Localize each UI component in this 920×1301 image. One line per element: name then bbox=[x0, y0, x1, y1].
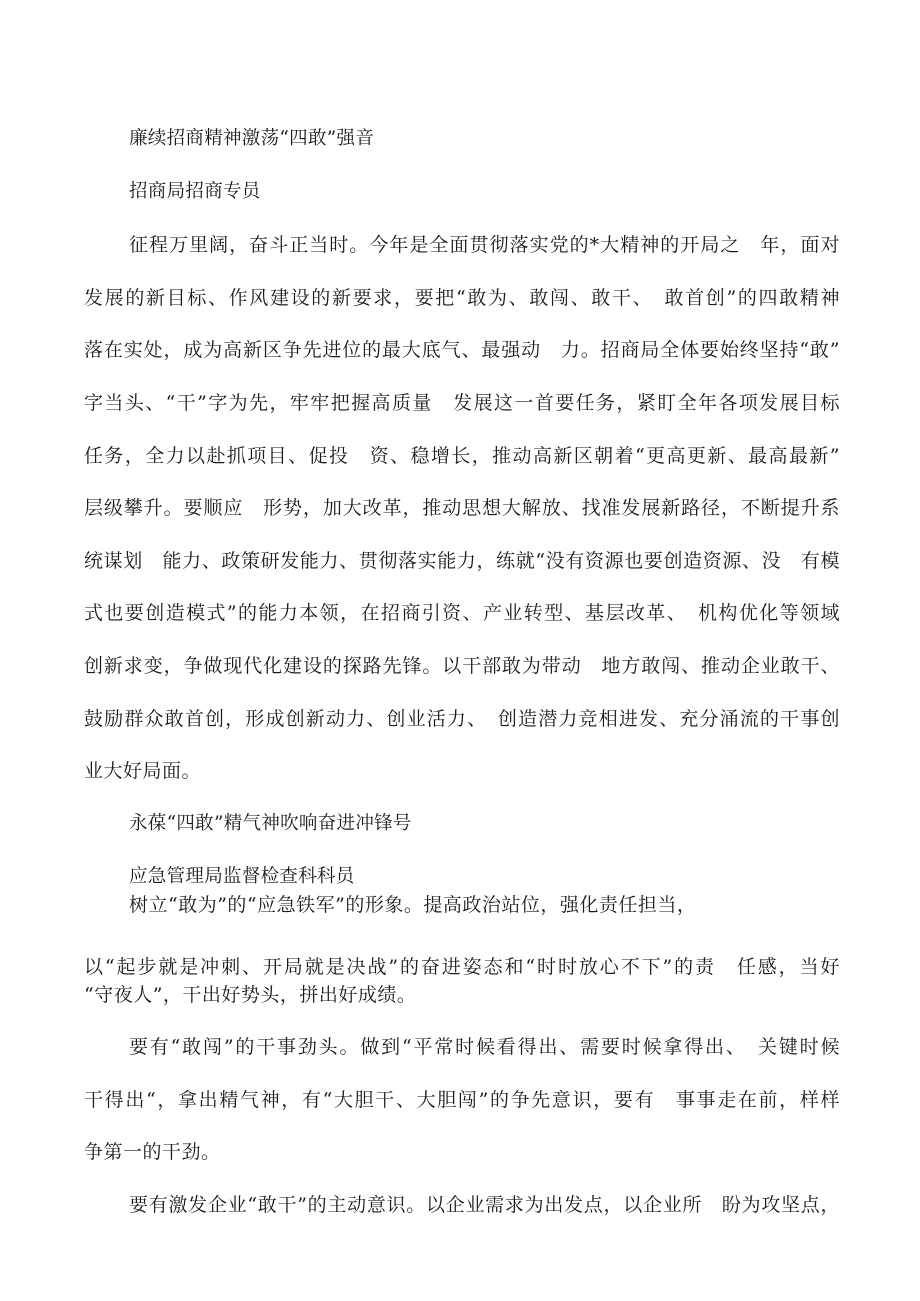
section1-line-10: 鼓励群众敢首创，形成创新动力、创业活力、 创造潜力竞相进发、充分涌流的干事创 bbox=[84, 708, 840, 730]
section2-p1-line-3: “守夜人”，干出好势头，拼出好成绩。 bbox=[84, 984, 417, 1006]
section1-line-5: 任务，全力以赴抓项目、促投 资、稳增长，推动高新区朝着“更高更新、最高最新” bbox=[84, 445, 840, 467]
section2-title: 永葆“四敢”精气神吹响奋进冲锋号 bbox=[129, 813, 412, 834]
section1-author: 招商局招商专员 bbox=[129, 181, 261, 202]
section1-line-6: 层级攀升。要顺应 形势，加大改革，推动思想大解放、找准发展新路径，不断提升系 bbox=[84, 497, 840, 519]
section1-title: 廉续招商精神激荡“四敢”强音 bbox=[129, 128, 375, 149]
section2-p3-line-1: 要有激发企业“敢干”的主动意识。以企业需求为出发点，以企业所 盼为攻坚点， bbox=[129, 1194, 840, 1216]
section2-p1-line-2: 以“起步就是冲刺、开局就是决战”的奋进姿态和“时时放心不下”的责 任感，当好 bbox=[84, 956, 840, 978]
section1-line-4: 字当头、“干”字为先，牢牢把握高质量 发展这一首要任务，紧盯全年各项发展目标 bbox=[84, 392, 840, 414]
section2-p2-line-1: 要有“敢闯”的干事劲头。做到“平常时候看得出、需要时候拿得出、 关键时候 bbox=[129, 1036, 840, 1058]
section1-line-2: 发展的新目标、作风建设的新要求，要把“敢为、敢闯、敢干、 敢首创”的四敢精神 bbox=[84, 287, 840, 309]
section2-p1-line-1: 树立“敢为”的“应急铁军”的形象。提高政治站位，强化责任担当， bbox=[129, 894, 697, 916]
section1-line-3: 落在实处，成为高新区争先进位的最大底气、最强动 力。招商局全体要始终坚持“敢” bbox=[84, 339, 840, 361]
section1-line-9: 创新求变，争做现代化建设的探路先锋。以干部敢为带动 地方敢闯、推动企业敢干、 bbox=[84, 655, 840, 677]
section2-p2-line-2: 干得出“，拿出精气神，有“大胆干、大胆闯”的争先意识，要有 事事走在前，样样 bbox=[84, 1089, 840, 1111]
section1-line-7: 统谋划 能力、政策研发能力、贯彻落实能力，练就“没有资源也要创造资源、没 有模 bbox=[84, 550, 840, 572]
section1-line-11: 业大好局面。 bbox=[84, 760, 202, 782]
section1-line-8: 式也要创造模式”的能力本领，在招商引资、产业转型、基层改革、 机构优化等领域 bbox=[84, 602, 840, 624]
section2-p2-line-3: 争第一的干劲。 bbox=[84, 1141, 221, 1163]
section1-line-1: 征程万里阔，奋斗正当时。今年是全面贯彻落实党的*大精神的开局之 年，面对 bbox=[129, 234, 840, 256]
section2-author: 应急管理局监督检查科科员 bbox=[129, 866, 355, 887]
